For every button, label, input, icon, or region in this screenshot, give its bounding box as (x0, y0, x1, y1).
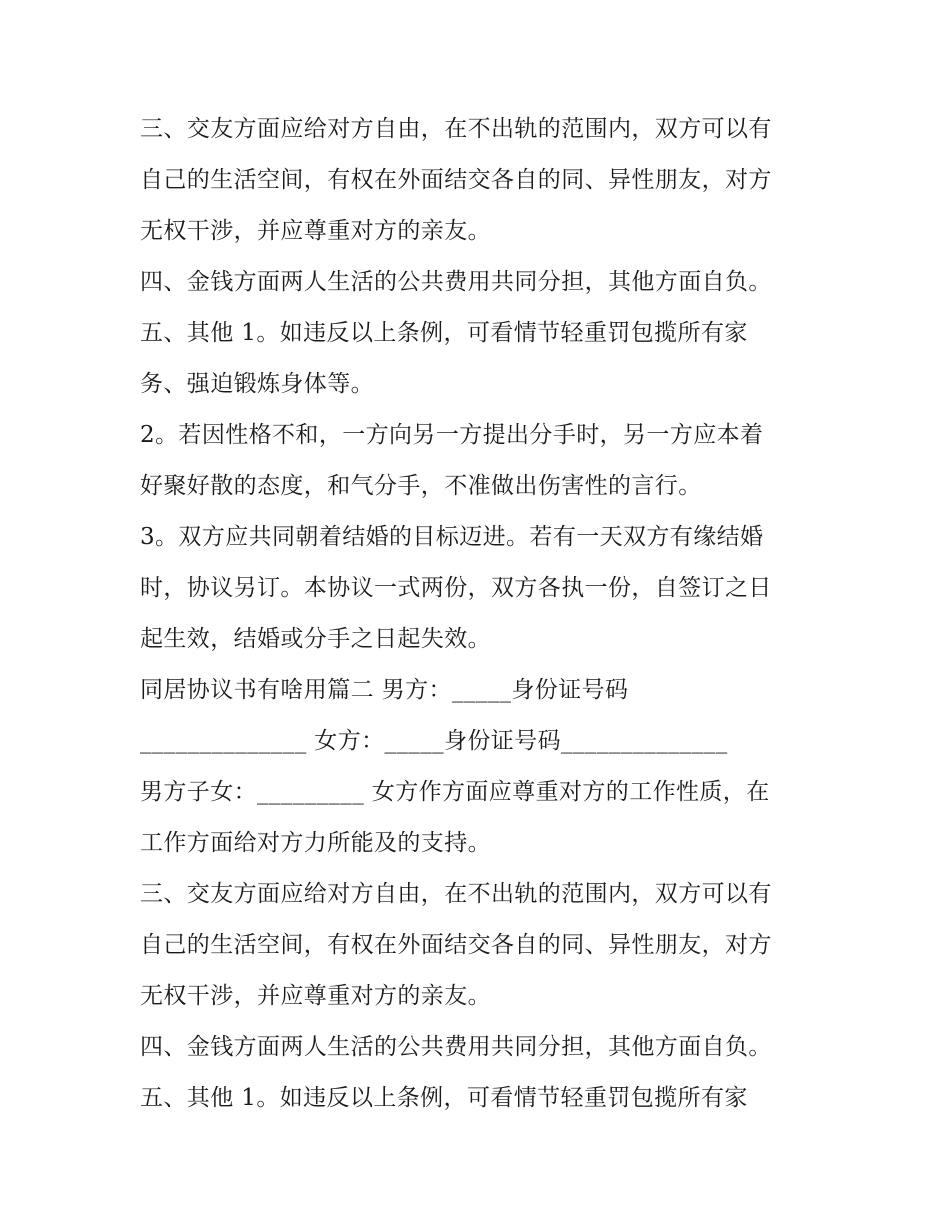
text-line: 三、交友方面应给对方自由，在不出轨的范围内，双方可以有 (140, 116, 772, 142)
text-line: ______________ 女方：_____身份证号码______________ (140, 728, 728, 754)
text-line: 四、金钱方面两人生活的公共费用共同分担，其他方面自负。 (140, 269, 772, 295)
text-line: 男方子女：_________ 女方作方面应尊重对方的工作性质，在 (140, 779, 770, 805)
text-line: 自己的生活空间，有权在外面结交各自的同、异性朋友，对方 (140, 167, 772, 193)
text-line: 务、强迫锻炼身体等。 (140, 371, 374, 397)
text-line: 好聚好散的态度，和气分手，不准做出伤害性的言行。 (140, 473, 702, 499)
text-line: 三、交友方面应给对方自由，在不出轨的范围内，双方可以有 (140, 881, 772, 907)
text-line: 五、其他 1。如违反以上条例，可看情节轻重罚包揽所有家 (140, 320, 748, 346)
text-line: 时，协议另订。本协议一式两份，双方各执一份，自签订之日 (140, 575, 772, 601)
text-line: 2。若因性格不和，一方向另一方提出分手时，另一方应本着 (140, 422, 764, 448)
text-line: 工作方面给对方力所能及的支持。 (140, 830, 491, 856)
text-line: 四、金钱方面两人生活的公共费用共同分担，其他方面自负。 (140, 1034, 772, 1060)
text-line: 自己的生活空间，有权在外面结交各自的同、异性朋友，对方 (140, 932, 772, 958)
section-heading-line: 同居协议书有啥用篇二 男方：_____身份证号码 (140, 677, 629, 703)
document-body (140, 104, 830, 1124)
text-line: 五、其他 1。如违反以上条例，可看情节轻重罚包揽所有家 (140, 1085, 748, 1111)
text-line: 3。双方应共同朝着结婚的目标迈进。若有一天双方有缘结婚 (140, 524, 764, 550)
text-line: 无权干涉，并应尊重对方的亲友。 (140, 983, 491, 1009)
text-line: 无权干涉，并应尊重对方的亲友。 (140, 218, 491, 244)
text-line: 起生效，结婚或分手之日起失效。 (140, 626, 491, 652)
